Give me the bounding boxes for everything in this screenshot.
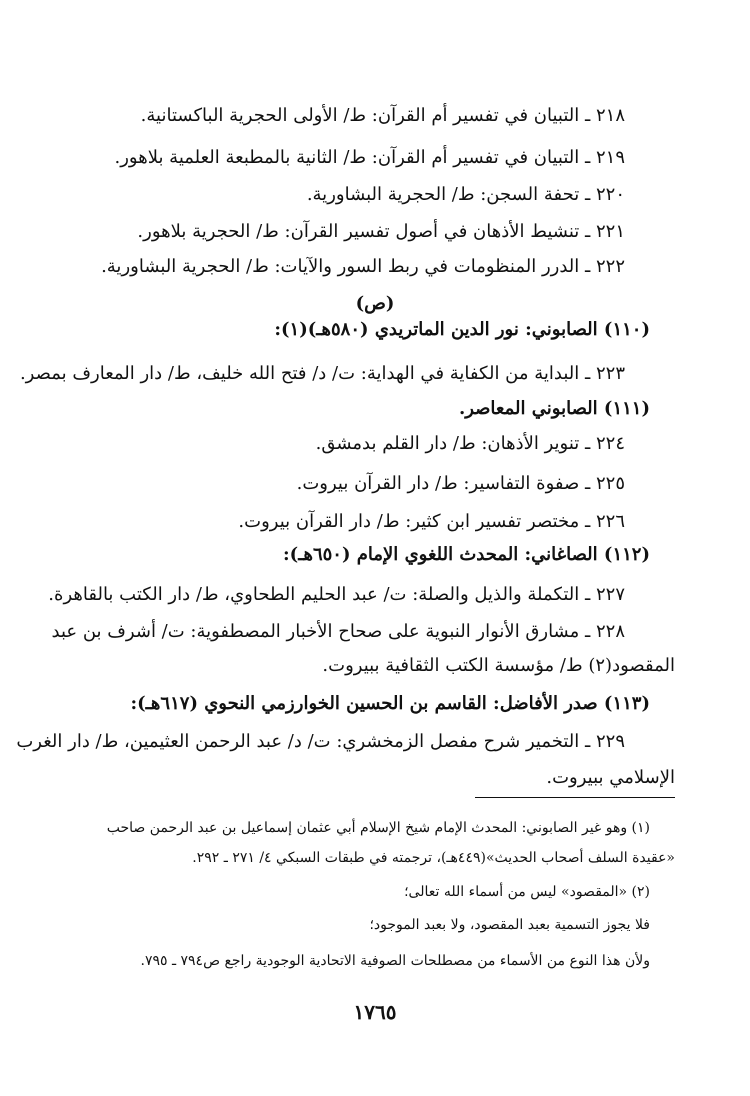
section-letter-sad: (ص) [355, 293, 395, 314]
entry-225: ٢٢٥ ـ صفوة التفاسير: ط/ دار القرآن بيروت. [296, 473, 625, 494]
author-113-heading: (١١٣) صدر الأفاضل: القاسم بن الحسين الخوارزمي النحوي (٦١٧هـ): [130, 693, 650, 714]
entry-228-continued: المقصود(٢) ط/ مؤسسة الكتب الثقافية ببيروت. [322, 655, 675, 676]
footnote-2-line-2: فلا يجوز التسمية بعبد المقصود، ولا بعبد الموجود؛ [369, 917, 650, 933]
entry-226: ٢٢٦ ـ مختصر تفسير ابن كثير: ط/ دار القرآن بيروت. [238, 511, 625, 532]
entry-224: ٢٢٤ ـ تنوير الأذهان: ط/ دار القلم بدمشق. [315, 433, 625, 454]
footnote-2: (٢) «المقصود» ليس من أسماء الله تعالى؛ [404, 884, 650, 900]
entry-218: ٢١٨ ـ التبيان في تفسير أم القرآن: ط/ الأولى الحجرية الباكستانية. [140, 105, 625, 126]
entry-222: ٢٢٢ ـ الدرر المنظومات في ربط السور والآيات: ط/ الحجرية البشاورية. [101, 256, 625, 277]
author-112-heading: (١١٢) الصاغاني: المحدث اللغوي الإمام (٦٥٠هـ): [283, 544, 650, 565]
footnote-separator [475, 797, 675, 798]
entry-229: ٢٢٩ ـ التخمير شرح مفصل الزمخشري: ت/ د/ عبد الرحمن العثيمين، ط/ دار الغرب [16, 731, 625, 752]
author-110-heading: (١١٠) الصابوني: نور الدين الماتريدي (٥٨٠هـ)(١): [274, 319, 650, 340]
author-111-heading: (١١١) الصابوني المعاصر. [458, 398, 650, 419]
entry-228: ٢٢٨ ـ مشارق الأنوار النبوية على صحاح الأخبار المصطفوية: ت/ أشرف بن عبد [51, 621, 625, 642]
footnote-1-continued: «عقيدة السلف أصحاب الحديث»(٤٤٩هـ)، ترجمته في طبقات السبكي ٤/ ٢٧١ ـ ٢٩٢. [192, 850, 675, 866]
footnote-1: (١) وهو غير الصابوني: المحدث الإمام شيخ الإسلام أبي عثمان إسماعيل بن عبد الرحمن صاحب [106, 820, 650, 836]
entry-221: ٢٢١ ـ تنشيط الأذهان في أصول تفسير القرآن: ط/ الحجرية بلاهور. [137, 221, 625, 242]
footnote-2-line-3: ولأن هذا النوع من الأسماء من مصطلحات الصوفية الاتحادية الوجودية راجع ص٧٩٤ ـ ٧٩٥. [140, 953, 650, 969]
entry-229-continued: الإسلامي ببيروت. [546, 767, 675, 788]
page-number: ١٧٦٥ [353, 1000, 397, 1024]
entry-223: ٢٢٣ ـ البداية من الكفاية في الهداية: ت/ د/ فتح الله خليف، ط/ دار المعارف بمصر. [19, 363, 625, 384]
entry-220: ٢٢٠ ـ تحفة السجن: ط/ الحجرية البشاورية. [306, 184, 625, 205]
entry-219: ٢١٩ ـ التبيان في تفسير أم القرآن: ط/ الثانية بالمطبعة العلمية بلاهور. [114, 147, 625, 168]
entry-227: ٢٢٧ ـ التكملة والذيل والصلة: ت/ عبد الحليم الطحاوي، ط/ دار الكتب بالقاهرة. [48, 584, 625, 605]
